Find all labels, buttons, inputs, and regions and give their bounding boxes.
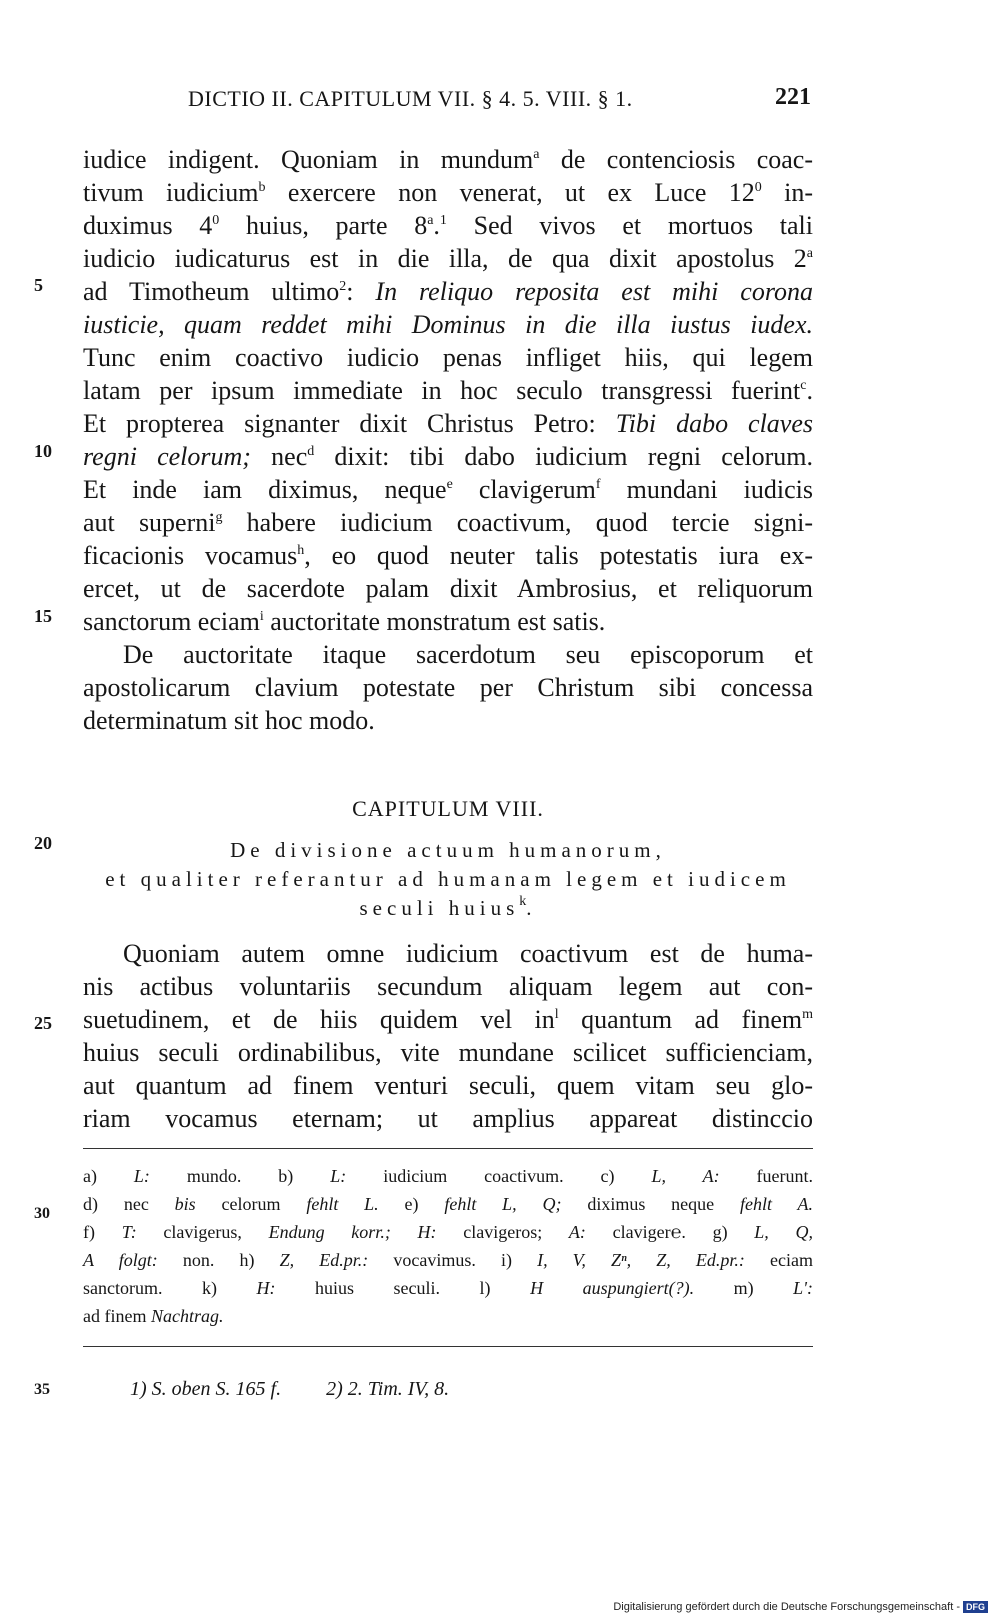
text-line: aut superni$^g$ habere iudicium coactivum, quod tercie signi- [83,508,813,537]
digitization-note: Digitalisierung gefördert durch die Deutsche Forschungsgemeinschaft - [613,1601,960,1613]
footnote-line: A folgt: non. h) Z, Ed.pr.: vocavimus. i) I, V, Zⁿ, Z, Ed.pr.: eciam [83,1250,813,1270]
chapter-title: CAPITULUM VIII. [352,796,544,821]
text-line: determinatum sit hoc modo. [83,706,375,735]
chapter-subtitle: De divisione actuum humanorum, [230,838,666,862]
reference-separator [83,1346,813,1347]
line-number: 35 [34,1381,50,1398]
text-line: De auctoritate itaque sacerdotum seu episcoporum et [123,640,813,669]
source-references [130,1378,489,1401]
text-line: aut quantum ad finem venturi seculi, quem vitam seu glo- [83,1071,813,1100]
text-line: apostolicarum clavium potestate per Christum sibi concessa [83,673,813,702]
line-number: 25 [34,1013,52,1033]
text-line: ercet, ut de sacerdote palam dixit Ambrosius, et reliquorum [83,574,813,603]
dfg-logo: DFG [963,1601,988,1613]
line-number: 30 [34,1205,50,1222]
line-number: 10 [34,441,52,461]
text-line: regni celorum; nec$^d$ dixit: tibi dabo iudicium regni celorum. [83,442,813,471]
footnote-line: sanctorum. k) H: huius seculi. l) H auspungiert(?). m) L': [83,1278,813,1298]
text-line: tivum iudicium$^b$ exercere non venerat, ut ex Luce $12^0$ in- [83,178,813,207]
text-line: ficacionis vocamus$^h$, eo quod neuter talis potestatis iura ex- [83,541,813,570]
digitization-credit [613,1601,988,1613]
text-line: suetudinem, et de hiis quidem vel $in^l$ quantum ad finem$^m$ [83,1005,813,1034]
footnote-line: ad finem Nachtrag. [83,1306,224,1326]
text-line: iudice indigent. Quoniam in mundum$^a$ de contenciosis coac- [83,145,813,174]
text-line: iusticie, quam reddet mihi Dominus in die illa iustus iudex. [83,310,813,339]
reference-2: 2) 2. Tim. IV, 8. [326,1378,450,1400]
text-line: Tunc enim coactivo iudicio penas infliget hiis, qui legem [83,343,813,372]
line-number: 20 [34,833,52,853]
line-number: 15 [34,606,52,626]
page-header [83,82,813,122]
chapter-subtitle: seculi huius$^k$. [359,894,537,920]
text-line: Et inde iam diximus, neque$^e$ clavigerum$^f$ mundani iudicis [83,475,814,504]
text-line: latam per ipsum immediate in hoc seculo transgressi fuerint$^c$. [83,376,813,405]
page-number: 221 [775,84,811,110]
text-line: Et propterea signanter dixit Christus Petro: Tibi dabo claves [83,409,814,438]
chapter-subtitle: et qualiter referantur ad humanam legem et iudicem [105,867,791,891]
line-number: 5 [34,275,43,295]
text-line: ad Timotheum ultimo$^2$: In reliquo reposita est mihi corona [83,277,813,306]
running-head: DICTIO II. CAPITULUM VII. § 4. 5. VIII. § 1. [188,86,633,111]
text-line: duximus $4^0$ huius, parte 8$^a$.$^1$ Sed vivos et mortuos tali [83,211,813,240]
text-line: nis actibus voluntariis secundum aliquam legem aut con- [83,972,813,1001]
reference-1: 1) S. oben S. 165 f. [130,1378,282,1400]
text-line: huius seculi ordinabilibus, vite mundane scilicet sufficienciam, [83,1038,813,1067]
footnote-line: a) L: mundo. b) L: iudicium coactivum. c) L, A: fuerunt. [83,1166,814,1186]
text-line: riam vocamus eternam; ut amplius appareat distinccio [83,1104,813,1133]
text-line: Quoniam autem omne iudicium coactivum est de huma- [123,939,813,968]
footnote-line: f) T: clavigerus, Endung korr.; H: clavigeros; A: claviger℮. g) L, Q, [83,1222,814,1242]
footnote-line: d) nec bis celorum fehlt L. e) fehlt L, Q; diximus neque fehlt A. [83,1194,813,1214]
footnote-separator [83,1148,813,1149]
text-line: iudicio iudicaturus est in die illa, de qua dixit apostolus 2$^a$ [83,244,813,273]
text-line: sanctorum eciam$^i$ auctoritate monstratum est satis. [83,607,606,636]
